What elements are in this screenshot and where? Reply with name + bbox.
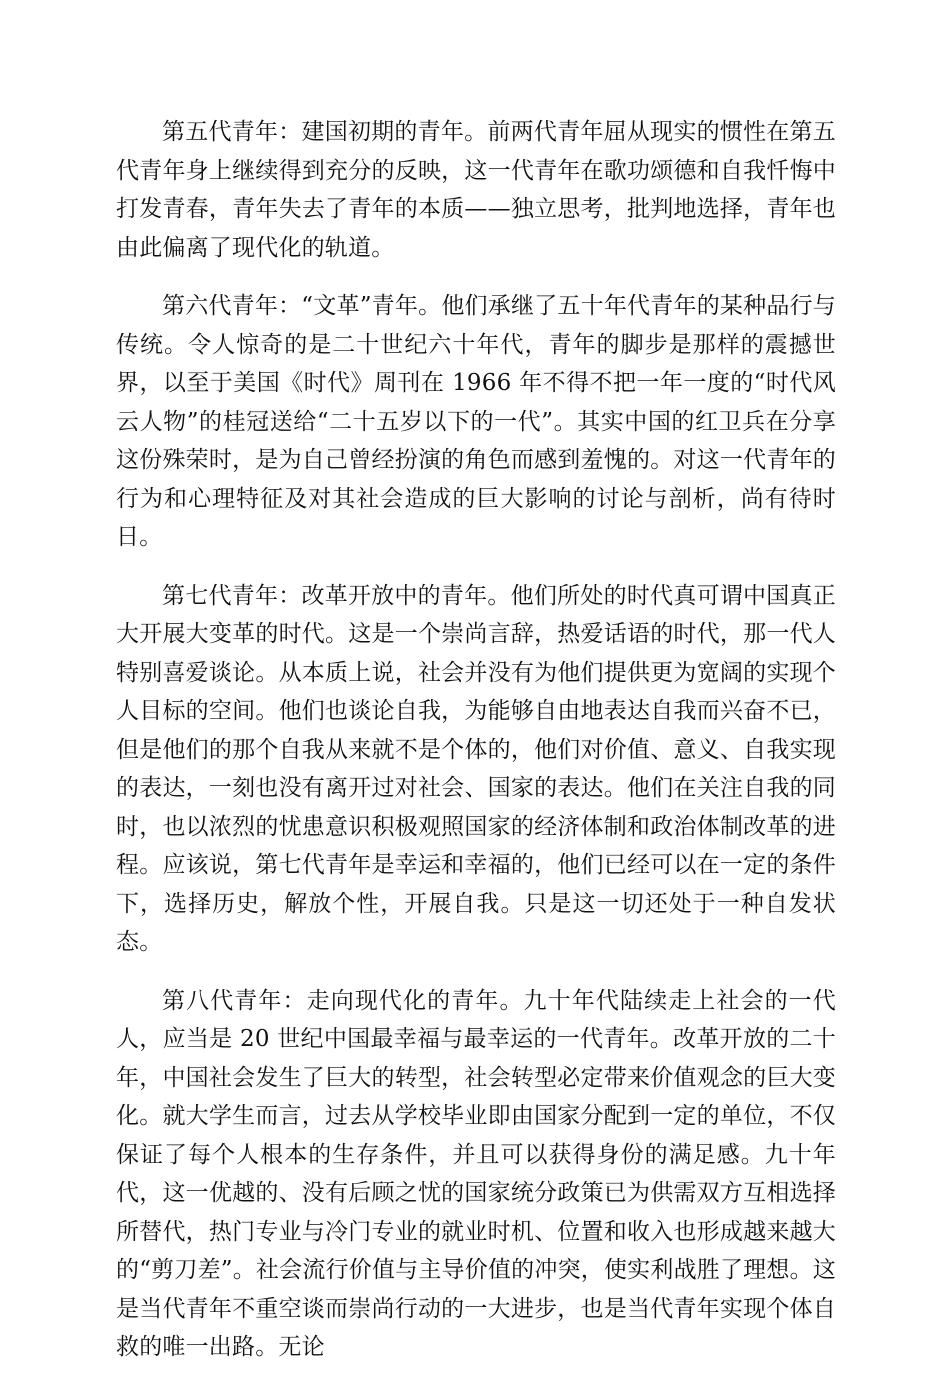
document-body xyxy=(116,113,836,1387)
paragraph-sixth-generation: 第六代青年：“文革”青年。他们承继了五十年代青年的某种品行与传统。令人惊奇的是二十世纪六十年代，青年的脚步是那样的震撼世界，以至于美国《时代》周刊在 1966 年不得不把一年一度的“时代风云人物”的桂冠送给“二十五岁以下的一代”。其实中国的红卫兵在分享这份殊荣时，是为自己曾经扮演的角色而感到羞愧的。对这一代青年的行为和心理特征及对其社会造成的巨大影响的讨论与剖析，尚有待时日。 xyxy=(116,293,836,550)
paragraph-eighth-generation: 第八代青年：走向现代化的青年。九十年代陆续走上社会的一代人，应当是 20 世纪中国最幸福与最幸运的一代青年。改革开放的二十年，中国社会发生了巨大的转型，社会转型必定带来价值观念的巨大变化。就大学生而言，过去从学校毕业即由国家分配到一定的单位，不仅保证了每个人根本的生存条件，并且可以获得身份的满足感。九十年代，这一优越的、没有后顾之忧的国家统分政策已为供需双方互相选择所替代，热门专业与冷门专业的就业时机、位置和收入也形成越来越大的“剪刀差”。社会流行价值与主导价值的冲突，使实利战胜了理想。这是当代青年不重空谈而崇尚行动的一大进步，也是当代青年实现个体自救的唯一出路。无论 xyxy=(116,987,836,1360)
paragraph-fifth-generation: 第五代青年：建国初期的青年。前两代青年屈从现实的惯性在第五代青年身上继续得到充分的反映，这一代青年在歌功颂德和自我忏悔中打发青春，青年失去了青年的本质——独立思考，批判地选择，青年也由此偏离了现代化的轨道。 xyxy=(116,119,836,261)
paragraph-seventh-generation: 第七代青年：改革开放中的青年。他们所处的时代真可谓中国真正大开展大变革的时代。这是一个崇尚言辞，热爱话语的时代，那一代人特别喜爱谈论。从本质上说，社会并没有为他们提供更为宽阔的实现个人目标的空间。他们也谈论自我，为能够自由地表达自我而兴奋不已，但是他们的那个自我从来就不是个体的，他们对价值、意义、自我实现的表达，一刻也没有离开过对社会、国家的表达。他们在关注自我的同时，也以浓烈的忧患意识积极观照国家的经济体制和政治体制改革的进程。应该说，第七代青年是幸运和幸福的，他们已经可以在一定的条件下，选择历史，解放个性，开展自我。只是这一切还处于一种自发状态。 xyxy=(116,582,836,955)
